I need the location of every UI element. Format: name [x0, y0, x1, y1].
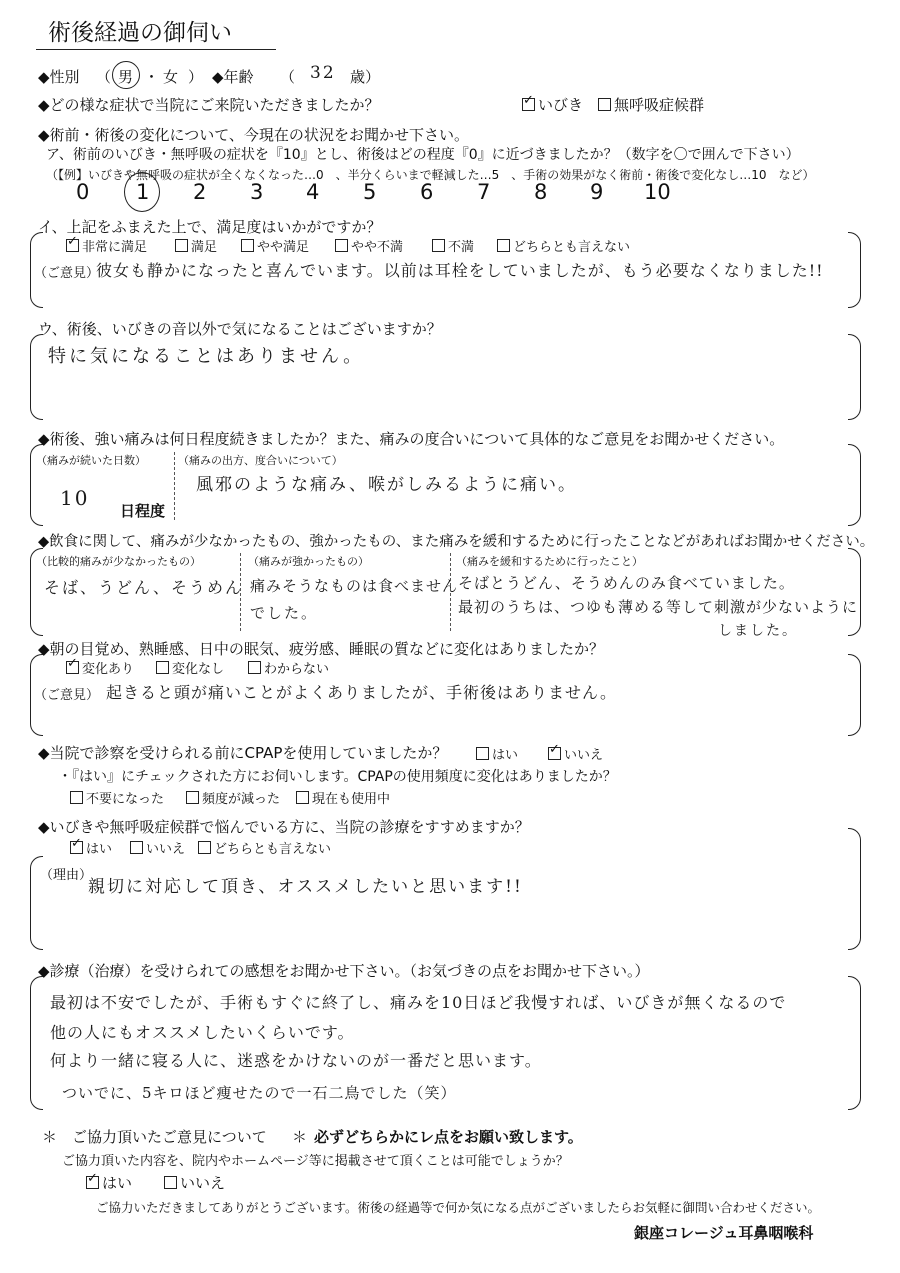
checkbox-icon[interactable] — [70, 791, 83, 804]
symptoms-question: ◆どの様な症状で当院にご来院いただきましたか？ — [38, 96, 380, 114]
food-relief-line1[interactable]: そばとうどん、そうめんのみ食べていました。 — [458, 574, 795, 592]
age-label: ◆年齢 — [212, 68, 254, 86]
morning-opt-3[interactable]: わからない — [248, 658, 329, 677]
question-u: ウ、術後、いびきの音以外で気になることはございますか？ — [38, 320, 442, 338]
cpap-sub-question: ・『はい』にチェックされた方にお伺いします。CPAPの使用頻度に変化はありましたか？ — [58, 769, 617, 785]
consent-heading: ＊ ご協力頂いたご意見について — [42, 1128, 267, 1146]
checked-box-icon[interactable] — [548, 747, 561, 760]
checked-box-icon[interactable] — [86, 1176, 99, 1189]
scale-3[interactable]: 3 — [250, 180, 264, 204]
sex-male-circle — [112, 61, 140, 89]
checked-box-icon[interactable] — [66, 239, 79, 252]
recommend-question: ◆いびきや無呼吸症候群で悩んでいる方に、当院の診療をすすめますか？ — [38, 818, 530, 836]
scale-9[interactable]: 9 — [590, 180, 604, 204]
recommend-opt-3[interactable]: どちらとも言えない — [198, 838, 331, 857]
age-value[interactable]: 32 — [310, 63, 336, 83]
bracket-right — [848, 976, 861, 1110]
food-relief-label: （痛みを緩和するために行ったこと） — [456, 555, 643, 568]
consent-yes[interactable]: ✓はい — [86, 1172, 132, 1193]
checkbox-icon[interactable] — [186, 791, 199, 804]
sex-female[interactable]: 女 — [163, 68, 179, 86]
reason-label: （理由） — [40, 868, 93, 883]
checkbox-icon[interactable] — [335, 239, 348, 252]
bracket-right — [848, 232, 861, 308]
impression-line-1[interactable]: 最初は不安でしたが、手術もすぐに終了し、痛みを10日ほど我慢すれば、いびきが無くなるので — [50, 993, 787, 1012]
food-strong-label: （痛みが強かったもの） — [248, 555, 369, 568]
pain-kind-label: （痛みの出方、度合いについて） — [178, 454, 343, 467]
cpap-opt-3[interactable]: 現在も使用中 — [296, 788, 390, 807]
answer-u[interactable]: 特に気になることはありません。 — [48, 346, 365, 367]
opinion-answer[interactable]: 彼女も静かになったと喜んでいます。以前は耳栓をしていましたが、もう必要なくなりました!! — [96, 261, 824, 280]
bracket-right — [848, 548, 861, 636]
symptom-snoring[interactable]: ✓ いびき — [522, 94, 583, 115]
sat-opt-6[interactable]: どちらとも言えない — [497, 236, 630, 255]
consent-star: ＊ — [292, 1128, 308, 1146]
checkbox-icon[interactable] — [476, 747, 489, 760]
sex-label: ◆性別 — [38, 68, 80, 86]
question-i: イ、上記をふまえた上で、満足度はいかがですか？ — [38, 218, 382, 236]
scale-4[interactable]: 4 — [306, 180, 320, 204]
age-open: （ — [280, 68, 296, 86]
checkbox-icon[interactable] — [296, 791, 309, 804]
sat-opt-1[interactable]: ✓非常に満足 — [66, 236, 147, 255]
thanks-note: ご協力いただきましてありがとうございます。術後の経過等で何か気になる点がございましたらお気軽に御問い合わせください。 — [96, 1200, 821, 1215]
food-less-value[interactable]: そば、うどん、そうめん — [44, 578, 243, 597]
opinion-label: （ご意見） — [34, 688, 100, 703]
pain-days-value[interactable]: 10 — [60, 486, 90, 510]
checkbox-icon[interactable] — [175, 239, 188, 252]
bracket-right — [848, 828, 861, 950]
cpap-opt-1[interactable]: 不要になった — [70, 788, 164, 807]
sat-opt-2[interactable]: 満足 — [175, 236, 217, 255]
checkbox-icon[interactable] — [156, 661, 169, 674]
scale-7[interactable]: 7 — [477, 180, 491, 204]
checkbox-icon[interactable] — [198, 841, 211, 854]
recommend-opt-2[interactable]: いいえ — [130, 838, 185, 857]
checked-box-icon[interactable] — [66, 661, 79, 674]
cpap-question: ◆当院で診察を受けられる前にCPAPを使用していましたか？ — [38, 744, 448, 762]
question-a: ア、術前のいびき・無呼吸の症状を『10』とし、術後はどの程度『0』に近づきましたか？（数字を〇で囲んで下さい） — [46, 147, 800, 163]
pain-question: ◆術後、強い痛みは何日程度続きましたか？また、痛みの度合いについて具体的なご意見をお聞かせください。 — [38, 430, 785, 448]
change-question: ◆術前・術後の変化について、今現在の状況をお聞かせ下さい。 — [38, 126, 469, 144]
scale-1[interactable]: 1 — [136, 180, 150, 204]
scale-6[interactable]: 6 — [420, 180, 434, 204]
food-strong-line1[interactable]: 痛みそうなものは食べません — [250, 577, 459, 595]
morning-question: ◆朝の目覚め、熟睡感、日中の眠気、疲労感、睡眠の質などに変化はありましたか？ — [38, 640, 604, 658]
morning-opt-2[interactable]: 変化なし — [156, 658, 224, 677]
sex-open: （ — [96, 68, 112, 86]
recommend-opt-1[interactable]: ✓はい — [70, 838, 112, 857]
divider — [450, 553, 451, 631]
checkbox-icon[interactable] — [164, 1176, 177, 1189]
cpap-no[interactable]: ✓ いいえ — [548, 744, 603, 763]
food-relief-line3[interactable]: しました。 — [718, 623, 798, 639]
bracket-right — [848, 444, 861, 526]
checkbox-icon[interactable] — [241, 239, 254, 252]
consent-question: ご協力頂いた内容を、院内やホームページ等に掲載させて頂くことは可能でしょうか？ — [62, 1154, 569, 1169]
checked-box-icon[interactable] — [522, 98, 535, 111]
bracket-right — [848, 654, 861, 736]
scale-8[interactable]: 8 — [534, 180, 548, 204]
divider — [240, 553, 241, 631]
sat-opt-5[interactable]: 不満 — [432, 236, 474, 255]
opinion-label: （ご意見） — [34, 266, 100, 281]
scale-0[interactable]: 0 — [76, 180, 90, 204]
scale-5[interactable]: 5 — [363, 180, 377, 204]
pain-days-label: （痛みが続いた日数） — [36, 454, 146, 467]
scale-selected-circle — [124, 172, 160, 212]
page-title: 術後経過の御伺い — [48, 20, 232, 46]
morning-opt-1[interactable]: ✓変化あり — [66, 658, 134, 677]
opinion-morning[interactable]: 起きると頭が痛いことがよくありましたが、手術後はありません。 — [106, 683, 617, 702]
impression-line-3[interactable]: 何より一緒に寝る人に、迷惑をかけないのが一番だと思います。 — [50, 1051, 542, 1070]
divider — [174, 452, 175, 520]
food-strong-line2[interactable]: でした。 — [250, 604, 319, 622]
sat-opt-4[interactable]: やや不満 — [335, 236, 403, 255]
reason-value[interactable]: 親切に対応して頂き、オススメしたいと思います!! — [88, 877, 523, 897]
consent-bold: 必ずどちらかにレ点をお願い致します。 — [314, 1128, 583, 1146]
age-unit: 歳） — [350, 68, 381, 86]
checked-box-icon[interactable] — [70, 841, 83, 854]
impression-line-2[interactable]: 他の人にもオススメしたいくらいです。 — [50, 1023, 355, 1042]
food-relief-line2[interactable]: 最初のうちは、つゆも薄める等して刺激が少ないように — [458, 598, 859, 616]
checkbox-icon[interactable] — [432, 239, 445, 252]
bracket-left — [30, 976, 43, 1110]
sex-male[interactable]: 男 — [118, 68, 134, 86]
food-less-label: （比較的痛みが少なかったもの） — [36, 555, 201, 568]
food-question: ◆飲食に関して、痛みが少なかったもの、強かったもの、また痛みを緩和するために行ったことなどがあればお聞かせください。 — [38, 534, 875, 550]
impression-question: ◆診療（治療）を受けられての感想をお聞かせ下さい。（お気づきの点をお聞かせ下さい。） — [38, 962, 650, 980]
symptom-apnea[interactable]: 無呼吸症候群 — [598, 94, 704, 115]
scale-2[interactable]: 2 — [193, 180, 207, 204]
bracket-left — [30, 334, 43, 420]
cpap-opt-2[interactable]: 頻度が減った — [186, 788, 280, 807]
consent-no[interactable]: いいえ — [164, 1172, 225, 1193]
checkbox-icon[interactable] — [248, 661, 261, 674]
pain-days-unit: 日程度 — [120, 502, 166, 520]
example-note: （【例】いびきや無呼吸の症状が全くなくなった…0 、半分くらいまで軽減した…5 、手術の効果がなく術前・術後で変化なし…10 など） — [46, 168, 815, 182]
checkbox-icon[interactable] — [130, 841, 143, 854]
pain-kind-value[interactable]: 風邪のような痛み、喉がしみるように痛い。 — [196, 475, 578, 495]
sex-close: ） — [188, 68, 204, 86]
sex-sep: ・ — [144, 68, 160, 86]
checkbox-icon[interactable] — [598, 98, 611, 111]
bracket-right — [848, 334, 861, 420]
checkbox-icon[interactable] — [497, 239, 510, 252]
sat-opt-3[interactable]: やや満足 — [241, 236, 309, 255]
cpap-yes[interactable]: はい — [476, 744, 518, 763]
title-underline — [36, 49, 276, 50]
clinic-name: 銀座コレージュ耳鼻咽喉科 — [634, 1224, 814, 1242]
scale-10[interactable]: 10 — [644, 180, 671, 204]
impression-line-4[interactable]: ついでに、5キロほど痩せたので一石二鳥でした（笑） — [62, 1084, 457, 1102]
